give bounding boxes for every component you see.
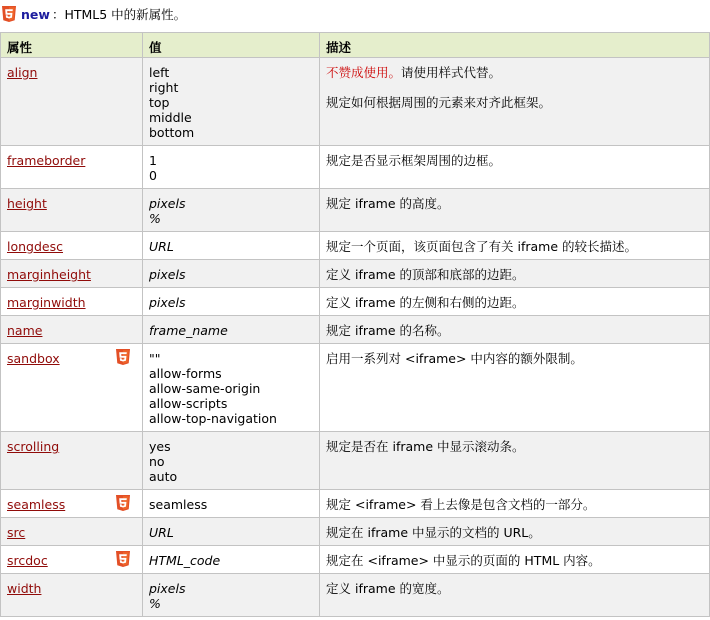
value-item: 0	[149, 168, 157, 183]
value-cell	[143, 432, 320, 490]
description-cell	[320, 546, 710, 574]
attr-cell	[1, 58, 143, 146]
value-item: middle	[149, 110, 192, 125]
attr-cell	[1, 344, 143, 432]
value-item: allow-top-navigation	[149, 411, 277, 426]
description-text	[326, 65, 703, 80]
description-text	[326, 295, 703, 310]
attr-link-name[interactable]: name	[7, 323, 43, 338]
description-main: 规定 <iframe> 看上去像是包含文档的一部分。	[326, 497, 596, 512]
html5-legend	[0, 0, 186, 28]
table-body	[1, 58, 710, 617]
value-item: pixels	[149, 581, 186, 596]
header-value: 值	[143, 33, 320, 58]
new-label: new	[21, 6, 50, 22]
value-item: allow-forms	[149, 366, 222, 381]
description-text	[326, 239, 703, 254]
attr-cell	[1, 189, 143, 232]
value-item: frame_name	[149, 323, 228, 338]
table-row	[1, 189, 710, 232]
description-text	[326, 581, 703, 596]
table-row	[1, 490, 710, 518]
description-main: 定义 iframe 的顶部和底部的边距。	[326, 267, 525, 282]
attr-cell	[1, 546, 143, 574]
description-main: 定义 iframe 的左侧和右侧的边距。	[326, 295, 525, 310]
description-main: 请使用样式代替。	[401, 65, 502, 80]
attr-link-marginwidth[interactable]: marginwidth	[7, 295, 86, 310]
value-item: URL	[149, 525, 174, 540]
value-cell	[143, 490, 320, 518]
description-cell	[320, 518, 710, 546]
description-text	[326, 525, 703, 540]
table-row	[1, 546, 710, 574]
value-item: seamless	[149, 497, 208, 512]
value-item: ""	[149, 351, 161, 366]
value-item: yes	[149, 439, 171, 454]
description-text	[326, 153, 703, 168]
description-main: 规定是否在 iframe 中显示滚动条。	[326, 439, 525, 454]
attr-cell	[1, 316, 143, 344]
description-main: 启用一系列对 <iframe> 中内容的额外限制。	[326, 351, 583, 366]
value-item: auto	[149, 469, 178, 484]
value-item: %	[149, 596, 161, 611]
legend-separator: ：	[51, 7, 65, 22]
value-item: allow-same-origin	[149, 381, 261, 396]
value-cell	[143, 546, 320, 574]
description-extra: 规定如何根据周围的元素来对齐此框架。	[326, 95, 552, 110]
attr-cell	[1, 232, 143, 260]
description-main: 规定在 iframe 中显示的文档的 URL。	[326, 525, 541, 540]
html5-icon	[116, 349, 130, 365]
description-cell	[320, 316, 710, 344]
description-cell	[320, 288, 710, 316]
value-item: pixels	[149, 196, 186, 211]
attr-link-align[interactable]: align	[7, 65, 38, 80]
description-text	[326, 497, 703, 512]
table-header-row	[1, 33, 710, 58]
description-cell	[320, 58, 710, 146]
header-attribute: 属性	[1, 33, 143, 58]
attribute-table	[0, 32, 710, 617]
value-cell	[143, 260, 320, 288]
description-cell	[320, 189, 710, 232]
html5-icon	[2, 6, 16, 22]
description-text	[326, 553, 703, 568]
value-item: bottom	[149, 125, 195, 140]
attr-link-src[interactable]: src	[7, 525, 26, 540]
value-item: HTML_code	[149, 553, 221, 568]
attr-link-width[interactable]: width	[7, 581, 42, 596]
attr-link-frameborder[interactable]: frameborder	[7, 153, 86, 168]
value-item: 1	[149, 153, 157, 168]
description-cell	[320, 260, 710, 288]
value-cell	[143, 232, 320, 260]
value-cell	[143, 344, 320, 432]
description-main: 定义 iframe 的宽度。	[326, 581, 450, 596]
value-cell	[143, 189, 320, 232]
description-cell	[320, 232, 710, 260]
attr-cell	[1, 518, 143, 546]
value-item: right	[149, 80, 179, 95]
attr-cell	[1, 574, 143, 617]
attr-link-longdesc[interactable]: longdesc	[7, 239, 63, 254]
description-main: 规定是否显示框架周围的边框。	[326, 153, 502, 168]
value-item: allow-scripts	[149, 396, 228, 411]
description-text	[326, 323, 703, 338]
value-cell	[143, 146, 320, 189]
deprecated-warning: 不赞成使用。	[326, 65, 402, 80]
table-row	[1, 316, 710, 344]
value-item: top	[149, 95, 170, 110]
description-cell	[320, 490, 710, 518]
attr-cell	[1, 288, 143, 316]
description-cell	[320, 574, 710, 617]
attr-link-height[interactable]: height	[7, 196, 47, 211]
attr-link-seamless[interactable]: seamless	[7, 497, 66, 512]
value-cell	[143, 288, 320, 316]
description-text	[326, 439, 703, 454]
value-item: pixels	[149, 295, 186, 310]
table-row	[1, 432, 710, 490]
description-main: 规定一个页面，该页面包含了有关 iframe 的较长描述。	[326, 239, 637, 254]
description-main: 规定 iframe 的名称。	[326, 323, 450, 338]
table-row	[1, 574, 710, 617]
description-main: 规定 iframe 的高度。	[326, 196, 450, 211]
value-cell	[143, 518, 320, 546]
value-item: pixels	[149, 267, 186, 282]
attr-cell	[1, 490, 143, 518]
header-description: 描述	[320, 33, 710, 58]
value-item: URL	[149, 239, 174, 254]
table-row	[1, 260, 710, 288]
value-item: %	[149, 211, 161, 226]
legend-text: HTML5 中的新属性。	[64, 7, 187, 22]
attr-link-marginheight[interactable]: marginheight	[7, 267, 91, 282]
description-text	[326, 267, 703, 282]
table-row	[1, 58, 710, 146]
description-text	[326, 196, 703, 211]
table-row	[1, 344, 710, 432]
value-cell	[143, 58, 320, 146]
description-main: 规定在 <iframe> 中显示的页面的 HTML 内容。	[326, 553, 601, 568]
attr-cell	[1, 146, 143, 189]
attr-link-sandbox[interactable]: sandbox	[7, 351, 60, 366]
description-text	[326, 351, 703, 366]
html5-icon	[116, 495, 130, 511]
description-cell	[320, 344, 710, 432]
table-row	[1, 146, 710, 189]
value-item: no	[149, 454, 165, 469]
description-cell	[320, 146, 710, 189]
table-row	[1, 232, 710, 260]
table-row	[1, 288, 710, 316]
value-item: left	[149, 65, 170, 80]
attr-cell	[1, 260, 143, 288]
attr-link-scrolling[interactable]: scrolling	[7, 439, 60, 454]
table-row	[1, 518, 710, 546]
html5-icon	[116, 551, 130, 567]
description-cell	[320, 432, 710, 490]
attr-cell	[1, 432, 143, 490]
attr-link-srcdoc[interactable]: srcdoc	[7, 553, 48, 568]
value-cell	[143, 574, 320, 617]
value-cell	[143, 316, 320, 344]
